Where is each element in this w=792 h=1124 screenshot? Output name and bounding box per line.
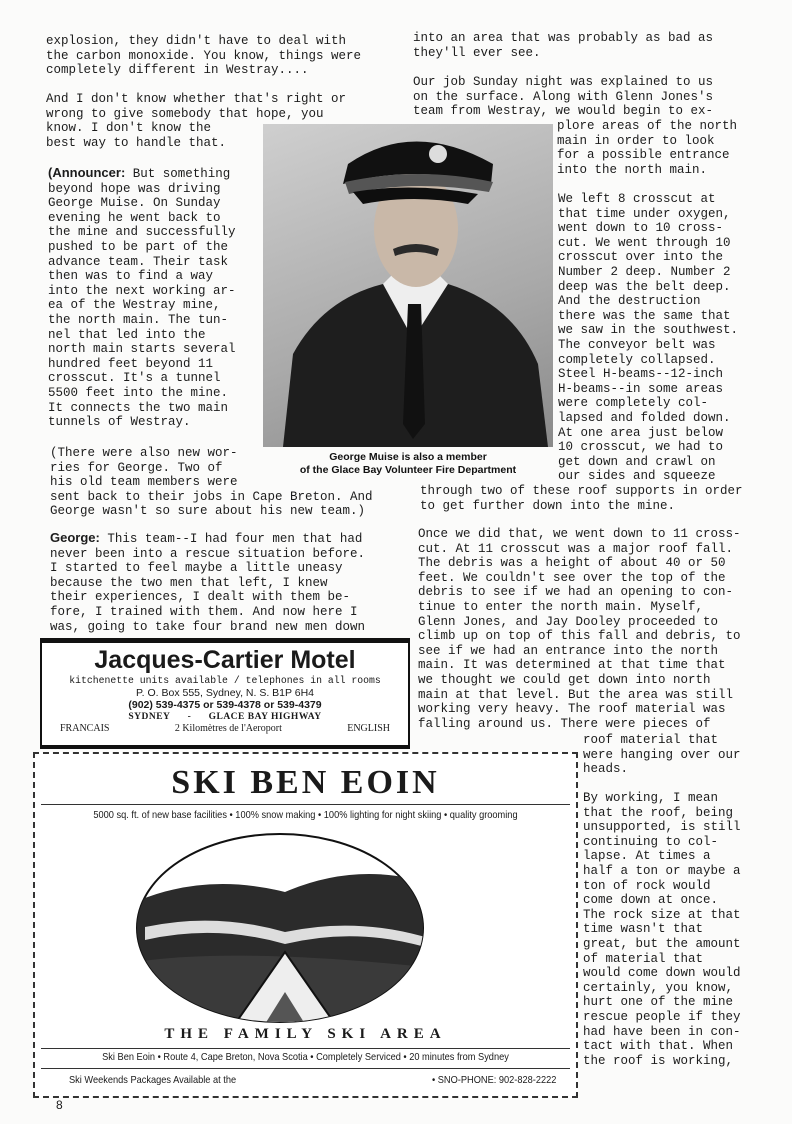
caption-line: George Muise is also a member [329,451,487,463]
right-paragraph-2b: plore areas of the north main in order to look for a possible entrance into the north main. [557,119,738,177]
right-paragraph-4a: Once we did that, we went down to 11 cross- cut. At 11 crosscut was a major roof fall. The debris was a height of about 40 or 50 feet. We couldn't see over the top of the debris to see if we had an opening to con- tinue to enter the north main. Myself, Glenn Jones, and Jay Dooley proceeded to climb up on top of this fall and debris, to see if we had an entrance into the north main. It was determined at that time that we thought we could get down into north main at that level. But the area was still working very heavy. The roof material was falling around us. There were pieces of [418,527,741,731]
highway-right: GLACE BAY HIGHWAY [208,712,322,722]
left-paragraph-2: And I don't know whether that's right or wrong to give somebody that hope, you know. I don't know the best way to handle that. [46,92,347,150]
caption-line: of the Glace Bay Volunteer Fire Department [299,464,517,476]
firefighter-portrait-image [263,124,553,447]
ski-features: 5000 sq. ft. of new base facilities • 100% snow making • 100% lighting for night skiing • quality grooming [93,809,518,821]
paragraph-text: This team--I had four men that had never been into a rescue situation before. I started to feel maybe a little uneasy because the two men that left, I knew their experiences, I dealt with them be- fore, I trained with them. And now here I was, going to take four brand new men down [50,532,366,634]
left-paragraph-1: explosion, they didn't have to deal with the carbon monoxide. You know, things were completely different in Westray.... [46,34,362,78]
right-paragraph-2a: Our job Sunday night was explained to us on the surface. Along with Glenn Jones's team from Westray, we would begin to ex- [413,75,714,119]
motel-name: Jacques-Cartier Motel [94,646,356,674]
right-paragraph-1: into an area that was probably as bad as they'll ever see. [413,31,714,60]
ski-title: SKI BEN EOIN [171,764,440,801]
announcer-paragraph [48,166,236,430]
divider [41,1068,570,1069]
motel-tagline: kitchenette units available / telephones in all rooms [69,675,381,686]
speaker-label: George: [50,530,100,545]
divider [41,804,570,805]
ski-location: Ski Ben Eoin • Route 4, Cape Breton, Nova Scotia • Completely Serviced • 20 minutes from Sydney [102,1051,509,1063]
photo-caption [263,451,553,477]
language-french: FRANCAIS [60,723,110,734]
motel-highway [42,711,408,723]
ski-resort-advertisement [33,752,578,1098]
ski-hill-illustration [135,832,425,1024]
motel-advertisement [40,638,410,749]
paragraph-text: But something beyond hope was driving George Muise. On Sunday evening he went back to the mine and successfully pushed to be part of the advance team. Their task then was to find a way into the next working ar- ea of the Westray mine, the north main. The tun- nel that led into the north main starts several hundred feet beyond 11 crosscut. It's a tunnel 5500 feet into the mine. It connects the two main tunnels of Westray. [48,167,236,430]
highway-left: SYDNEY [128,712,171,722]
right-paragraph-5: By working, I mean that the roof, being unsupported, is still continuing to col- lapse. At times a half a ton or maybe a ton of rock would come down at once. The rock size at that time wasn't that great, but the amount of material that would come down would certainly, you know, hurt one of the mine rescue people if they had have been in con- tact with that. When the roof is working, [583,791,741,1068]
speaker-label: (Announcer: [48,165,126,180]
highway-dash: - [187,712,192,722]
airport-distance: 2 Kilomètres de l'Aeroport [174,723,282,734]
left-paragraph-4: (There were also new wor- ries for George. Two of his old team members were sent back to their jobs in Cape Breton. And George wasn't so sure about his new team.) [50,446,373,519]
ski-packages: Ski Weekends Packages Available at the [69,1074,237,1086]
portrait-photo [263,124,553,447]
george-paragraph [50,531,365,634]
right-paragraph-4b: roof material that were hanging over our heads. [583,733,741,777]
sno-phone: • SNO-PHONE: 902-828-2222 [431,1074,556,1086]
motel-languages [42,723,408,735]
language-english: ENGLISH [347,723,390,734]
right-paragraph-3b: through two of these roof supports in order to get further down into the mine. [420,484,743,513]
motel-phones: (902) 539-4375 or 539-4378 or 539-4379 [128,699,322,711]
ski-slogan: THE FAMILY SKI AREA [164,1026,447,1042]
page-number: 8 [56,1098,63,1112]
right-paragraph-3a: We left 8 crosscut at that time under oxygen, went down to 10 cross- cut. We went through 10 crosscut over into the Number 2 deep. Number 2 deep was the belt deep. And the destruction there was the same that we saw in the southwest. The conveyor belt was completely collapsed. Steel H-beams--12-inch H-beams--in some areas were completely col- lapsed and folded down. At one area just below 10 crosscut, we had to get down and crawl on our sides and squeeze [558,192,739,484]
motel-address: P. O. Box 555, Sydney, N. S. B1P 6H4 [135,687,315,699]
divider [41,1048,570,1049]
